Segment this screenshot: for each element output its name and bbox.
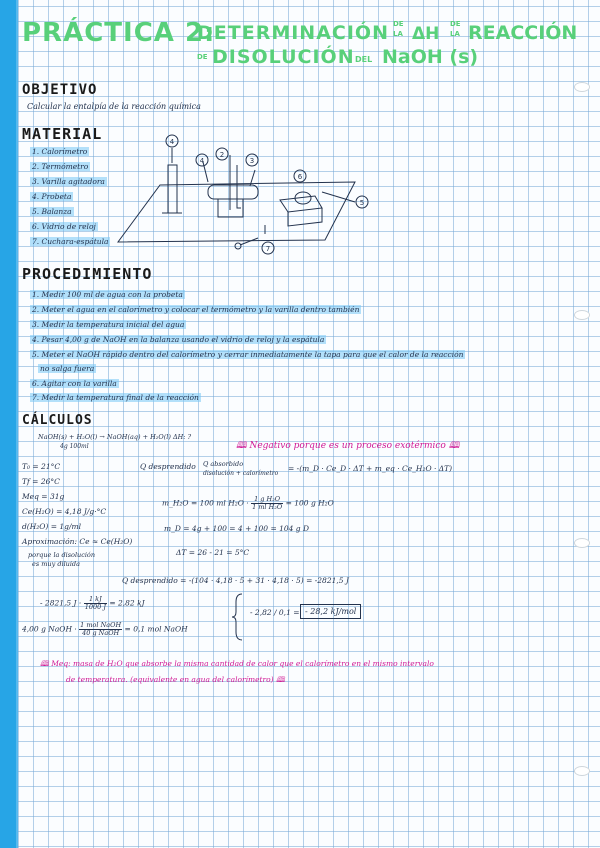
objetivo-text: Calcular la entalpía de la reacción química (27, 102, 201, 111)
final-result: - 28,2 kJ/mol (300, 604, 361, 619)
title-dh: ΔH (412, 24, 440, 44)
diagram-label: 2 (219, 151, 225, 159)
diagram-label: 7 (265, 245, 271, 253)
punch-hole (574, 82, 590, 92)
title-naoh: NaOH (s) (382, 46, 479, 68)
kj-conversion (40, 596, 145, 611)
punch-hole (574, 310, 590, 320)
q-calc: Q desprendido = -(104 · 4,18 · 5 + 31 · 4,18 · 5) = -2821,5 J (122, 576, 349, 585)
conv-result: = 0,1 mol NaOH (124, 624, 188, 634)
title-part1: PRÁCTICA 2: (22, 18, 216, 48)
title-disolucion: DISOLUCIÓN (212, 46, 355, 68)
q-absorbido-label: disolución + calorímetro (203, 470, 279, 477)
m-d-calc: m_D = 4g + 100 = 4 + 100 = 104 g D (164, 524, 310, 533)
mol-conversion (22, 622, 188, 637)
material-heading: MATERIAL (22, 125, 103, 143)
fraction-top: 1 mol NaOH (80, 621, 122, 629)
final-calc-left: - 2,82 / 0,1 = (250, 608, 300, 617)
fraction-bottom: 40 g NaOH (82, 629, 120, 637)
title-reaccion: REACCIÓN (468, 22, 578, 44)
calculos-heading: CÁLCULOS (22, 413, 93, 428)
meq-note: de temperatura. (equivalente en agua del calorímetro) 🕮 (66, 675, 285, 684)
reaction-amounts: 4g 100ml (60, 443, 89, 450)
approximation-label: Aproximación: Ce ≈ Ce(H₂O) (22, 537, 133, 546)
conv-result: = 2,82 kJ (109, 598, 145, 608)
q-absorbido-label: Q absorbido (203, 460, 244, 468)
material-item: 6. Vidrio de reloj (32, 222, 96, 231)
material-item: 2. Termómetro (32, 162, 89, 171)
margin-line (16, 0, 18, 848)
procedure-step: 6. Agitar con la varilla (32, 379, 117, 388)
margin-bar (0, 0, 16, 848)
title-la: LA (450, 30, 460, 38)
meq-note: 🕮 Meq: masa de H₂O que absorbe la misma cantidad de calor que el calorímetro en el mismo intervalo (40, 659, 434, 668)
material-item: 3. Varilla agitadora (32, 177, 105, 186)
procedure-step: 3. Medir la temperatura inicial del agua (32, 320, 185, 329)
diagram-label: 6 (297, 173, 303, 181)
procedure-step: 5. Meter el NaOH rápido dentro del calorímetro y cerrar inmediatamente la tapa para que el calor de la reacción (32, 350, 464, 359)
q-formula: = -(m_D · Ce_D · ΔT + m_eq · Ce_H₂O · ΔT) (288, 464, 453, 473)
objetivo-heading: OBJETIVO (22, 82, 98, 98)
material-item: 7. Cuchara-espátula (32, 237, 109, 246)
data-item: T₀ = 21°C (22, 462, 61, 471)
material-item: 1. Calorímetro (32, 147, 88, 156)
fraction-top: 1 kJ (84, 596, 107, 604)
conv-left: - 2821,5 J · (40, 598, 82, 608)
fraction-bottom: 1000 J (84, 603, 106, 611)
brace-icon (232, 592, 244, 642)
data-item: Meq = 31g (22, 492, 65, 501)
negative-note: 🕮 Negativo porque es un proceso exotérmico 🕮 (236, 441, 460, 451)
title-del: DEL (355, 55, 373, 64)
title-la: LA (393, 30, 403, 38)
procedimiento-heading: PROCEDIMIENTO (22, 265, 153, 283)
title-de: DE (197, 53, 208, 61)
delta-t-calc: ΔT = 26 - 21 = 5°C (176, 548, 250, 557)
diagram-label: 4 (169, 138, 175, 146)
title-part2: DETERMINACIÓN (197, 22, 389, 44)
title-de: DE (393, 20, 404, 28)
procedure-step: 4. Pesar 4,00 g de NaOH en la balanza usando el vidrio de reloj y la espátula (32, 335, 325, 344)
punch-hole (574, 766, 590, 776)
q-desprendido-label: Q desprendido (140, 462, 196, 471)
title-de: DE (450, 20, 461, 28)
lab-setup-diagram (100, 130, 390, 265)
procedure-step: no salga fuera (40, 364, 95, 373)
approximation-note: es muy diluida (32, 560, 80, 568)
m-h2o-label: m_H₂O = 100 ml H₂O · (162, 498, 249, 508)
approximation-note: porque la disolución (28, 551, 96, 559)
material-item: 4. Probeta (32, 192, 72, 201)
diagram-label: 3 (249, 157, 255, 165)
data-item: d(H₂O) = 1g/ml (22, 522, 82, 531)
procedure-step: 2. Meter el agua en el calorímetro y colocar el termómetro y la varilla dentro también (32, 305, 360, 314)
m-h2o-calc (162, 496, 334, 511)
reaction-equation: NaOH(s) + H₂O(l) → NaOH(aq) + H₂O(l) ΔH: ? (38, 433, 192, 441)
procedure-step: 7. Medir la temperatura final de la reacción (32, 393, 199, 402)
conv-left: 4,00 g NaOH · (22, 624, 77, 634)
m-h2o-result: = 100 g H₂O (285, 498, 334, 508)
diagram-label: 4 (199, 157, 205, 165)
fraction-top: 1 g H₂O (251, 496, 283, 504)
punch-hole (574, 538, 590, 548)
data-item: Ce(H₂O) = 4,18 J/g·°C (22, 507, 107, 516)
diagram-label: 5 (359, 199, 365, 207)
data-item: Tf = 26°C (22, 477, 60, 486)
procedure-step: 1. Medir 100 ml de agua con la probeta (32, 290, 183, 299)
fraction-bottom: 1 ml H₂O (252, 503, 283, 511)
material-item: 5. Balanza (32, 207, 72, 216)
